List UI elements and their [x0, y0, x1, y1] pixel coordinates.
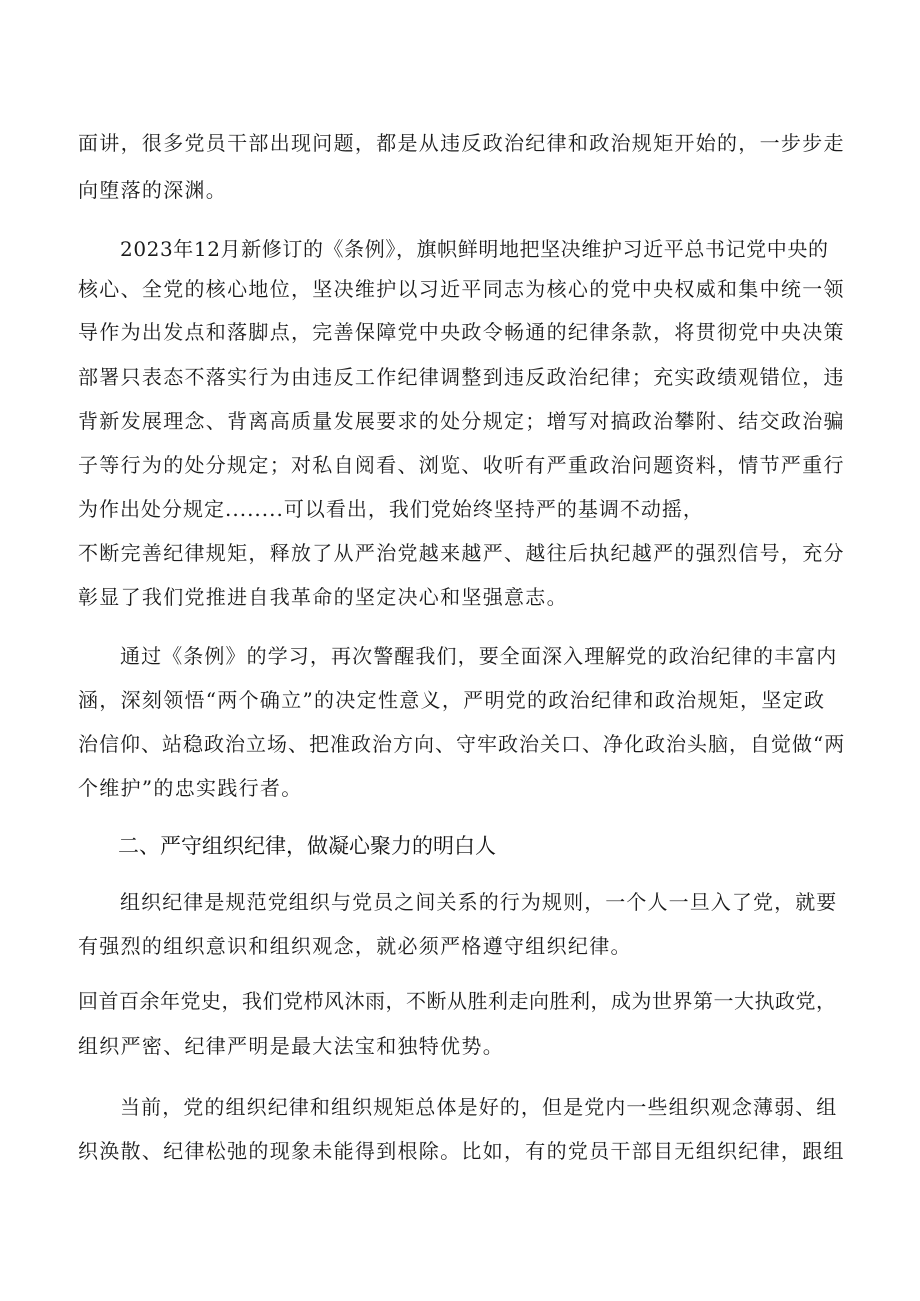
paragraph-2-line-8: 不断完善纪律规矩，释放了从严治党越来越严、越往后执纪越严的强烈信号，充分 [78, 541, 845, 565]
paragraph-2-line-7: 为作出处分规定........可以看出，我们党始终坚持严的基调不动摇， [78, 497, 704, 521]
paragraph-5-line-2: 组织严密、纪律严明是最大法宝和独特优势。 [78, 1034, 504, 1058]
paragraph-3-line-4: 个维护”的忠实践行者。 [78, 776, 303, 800]
paragraph-3-line-2: 涵，深刻领悟“两个确立”的决定性意义，严明党的政治纪律和政治规矩，坚定政 [78, 688, 826, 712]
paragraph-2-line-5: 背新发展理念、背离高质量发展要求的处分规定；增写对搞政治攀附、结交政治骗 [78, 409, 845, 433]
paragraph-2-line-2: 核心、全党的核心地位，坚决维护以习近平同志为核心的党中央权威和集中统一领 [78, 277, 845, 301]
paragraph-2-line-9: 彰显了我们党推进自我革命的坚定决心和坚强意志。 [78, 585, 568, 609]
paragraph-1-line-1: 面讲，很多党员干部出现问题，都是从违反政治纪律和政治规矩开始的，一步步走 [78, 131, 845, 155]
paragraph-2-line-3: 导作为出发点和落脚点，完善保障党中央政令畅通的纪律条款，将贯彻党中央决策 [78, 320, 845, 344]
paragraph-5-line-1: 回首百余年党史，我们党栉风沐雨，不断从胜利走向胜利，成为世界第一大执政党， [78, 989, 837, 1013]
paragraph-6-line-2: 织涣散、纪律松弛的现象未能得到根除。比如，有的党员干部目无组织纪律，跟组 [78, 1139, 845, 1163]
paragraph-2-line-4: 部署只表态不落实行为由违反工作纪律调整到违反政治纪律；充实政绩观错位，违 [78, 365, 845, 389]
paragraph-1-line-2: 向堕落的深渊。 [78, 178, 228, 202]
paragraph-3-line-3: 治信仰、站稳政治立场、把准政治方向、守牢政治关口、净化政治头脑，自觉做“两 [78, 732, 846, 756]
paragraph-3-line-1: 通过《条例》的学习，再次警醒我们，要全面深入理解党的政治纪律的丰富内 [120, 644, 838, 668]
paragraph-4-line-1: 组织纪律是规范党组织与党员之间关系的行为规则，一个人一旦入了党，就要 [120, 890, 838, 914]
section-heading: 二、严守组织纪律，做凝心聚力的明白人 [118, 834, 496, 858]
paragraph-2-line-1: 2023年12月新修订的《条例》，旗帜鲜明地把坚决维护习近平总书记党中央的 [120, 237, 829, 261]
paragraph-4-line-2: 有强烈的组织意识和组织观念，就必须严格遵守组织纪律。 [78, 934, 632, 958]
paragraph-6-line-1: 当前，党的组织纪律和组织规矩总体是好的，但是党内一些组织观念薄弱、组 [120, 1095, 838, 1119]
paragraph-2-line-6: 子等行为的处分规定；对私自阅看、浏览、收听有严重政治问题资料，情节严重行 [78, 453, 845, 477]
